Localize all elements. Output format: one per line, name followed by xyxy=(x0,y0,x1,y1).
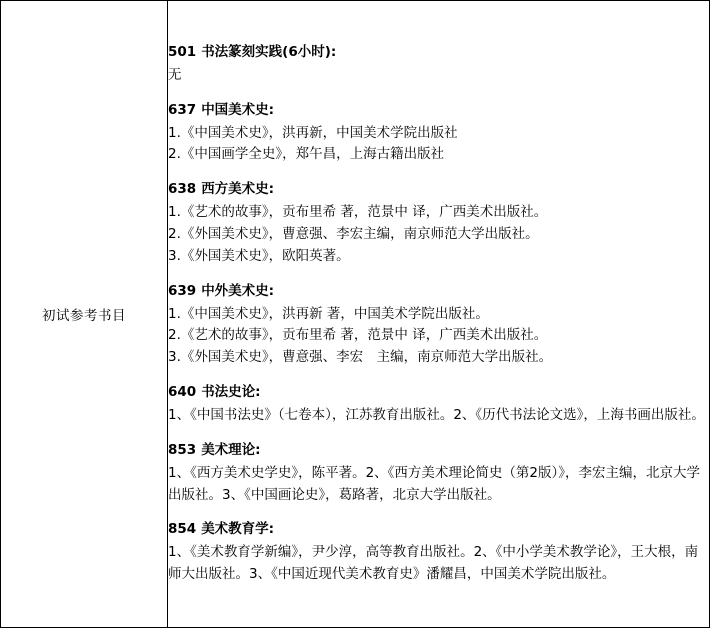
row-content-cell xyxy=(168,1,710,628)
subject-name: 西方美术史: xyxy=(201,181,275,198)
book-section-title xyxy=(168,382,709,404)
subject-name: 中国美术史: xyxy=(201,101,275,118)
book-list xyxy=(168,42,709,586)
book-section-title xyxy=(168,281,709,303)
book-entry: 3.《外国美术史》，曹意强、李宏 主编，南京师范大学出版社。 xyxy=(168,349,553,366)
book-section-title xyxy=(168,519,709,541)
subject-code: 501 xyxy=(168,43,197,60)
subject-name: 美术教育学: xyxy=(201,521,275,538)
subject-name: 美术理论: xyxy=(201,441,261,458)
subject-name: 书法史论: xyxy=(201,384,261,401)
book-entry: 2.《艺术的故事》，贡布里希 著，范景中 译，广西美术出版社。 xyxy=(168,327,548,344)
book-section-title xyxy=(168,179,709,201)
book-entry: 1、《中国书法史》（七卷本），江苏教育出版社。2、《历代书法论文选》，上海书画出版社。 xyxy=(168,407,705,423)
subject-code: 854 xyxy=(168,521,197,538)
book-entry: 2.《外国美术史》，曹意强、李宏主编，南京师范大学出版社。 xyxy=(168,225,539,242)
book-entry: 1、《美术教育学新编》，尹少淳，高等教育出版社。2、《中小学美术教学论》，王大根，南师大出版社。3、《中国近现代美术教育史》潘耀昌，中国美术学院出版社。 xyxy=(168,544,699,583)
book-section-title xyxy=(168,42,709,64)
subject-code: 638 xyxy=(168,181,197,198)
book-section xyxy=(168,382,709,427)
book-section xyxy=(168,519,709,586)
book-entry: 无 xyxy=(168,66,182,83)
subject-name: 中外美术史: xyxy=(201,282,275,299)
book-section xyxy=(168,100,709,167)
book-section-title xyxy=(168,100,709,122)
book-entry: 1.《中国美术史》，洪再新 著，中国美术学院出版社。 xyxy=(168,305,489,322)
row-label-cell xyxy=(1,1,168,628)
book-section xyxy=(168,179,709,267)
book-entry: 1、《西方美术史学史》，陈平著。2、《西方美术理论简史（第2版）》，李宏主编，北京大学出版社。3、《中国画论史》，葛路著，北京大学出版社。 xyxy=(168,464,701,503)
book-entry: 1.《艺术的故事》，贡布里希 著，范景中 译，广西美术出版社。 xyxy=(168,204,548,221)
subject-code: 639 xyxy=(168,282,197,299)
table-row xyxy=(1,1,710,628)
book-section xyxy=(168,440,709,507)
subject-code: 640 xyxy=(168,384,197,401)
book-section xyxy=(168,281,709,369)
row-label: 初试参考书目 xyxy=(42,308,126,324)
book-entry: 2.《中国画学全史》，郑午昌，上海古籍出版社 xyxy=(168,146,445,163)
book-section xyxy=(168,42,709,87)
book-entry: 1.《中国美术史》，洪再新，中国美术学院出版社 xyxy=(168,124,458,141)
book-entry: 3.《外国美术史》，欧阳英著。 xyxy=(168,247,350,264)
subject-name: 书法篆刻实践(6小时): xyxy=(201,43,337,60)
book-section-title xyxy=(168,440,709,462)
subject-code: 853 xyxy=(168,441,197,458)
subject-code: 637 xyxy=(168,101,197,118)
